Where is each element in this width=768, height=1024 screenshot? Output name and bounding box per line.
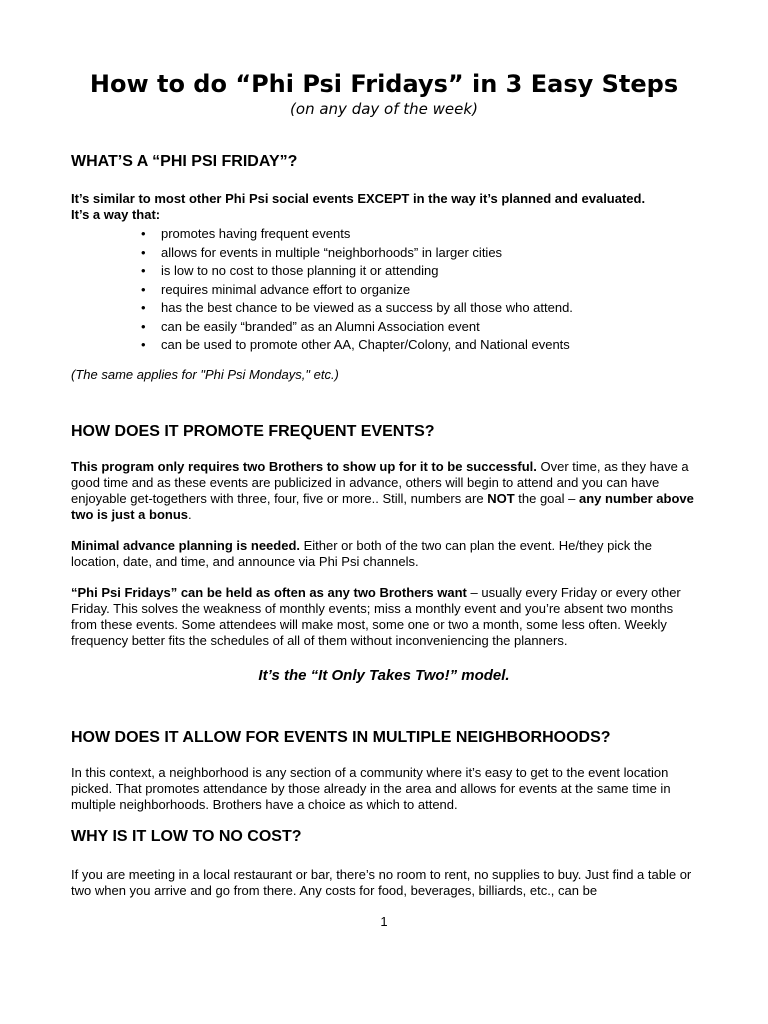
- paragraph-cost: If you are meeting in a local restaurant or bar, there’s no room to rent, no supplies to buy. Just find a table or two when you arrive and go from there. Any costs for food, beverages, billiards, etc., can be: [71, 867, 692, 898]
- bullet-dot-icon: •: [141, 281, 146, 297]
- bullet-text: promotes having frequent events: [161, 226, 351, 241]
- bullet-dot-icon: •: [141, 300, 146, 315]
- how-often-bold: “Phi Psi Fridays” can be held as often as any two Brothers want: [71, 585, 467, 600]
- paragraph-how-often: [71, 585, 701, 649]
- model-callout: It’s the “It Only Takes Two!” model.: [258, 667, 510, 684]
- bonus-bold: any number above two is just a bonus: [71, 491, 694, 522]
- bullet-dot-icon: •: [141, 263, 146, 278]
- mondays-note: (The same applies for "Phi Psi Mondays," etc.): [71, 367, 339, 382]
- bullet-item: [71, 281, 573, 300]
- section-heading-frequent: HOW DOES IT PROMOTE FREQUENT EVENTS?: [71, 423, 435, 440]
- two-brothers-bold: This program only requires two Brothers to show up for it to be successful.: [71, 459, 537, 474]
- paragraph-minimal-planning: [71, 538, 701, 570]
- bullet-text: allows for events in multiple “neighborhoods” in larger cities: [161, 244, 503, 260]
- bullet-item: [71, 225, 573, 244]
- bullet-text: can be easily “branded” as an Alumni Association event: [161, 318, 480, 334]
- bullet-item: [71, 299, 573, 318]
- intro-line-2: It’s a way that:: [71, 207, 161, 222]
- paragraph-neighborhoods: In this context, a neighborhood is any section of a community where it’s easy to get to the event location picked. That promotes attendance by those already in the area and allows for events at the same time in multiple neighborhoods. Brothers have a choice as which to attend.: [71, 765, 671, 812]
- bullet-item: [71, 336, 573, 355]
- page-number: 1: [380, 914, 388, 929]
- minimal-planning-text: Either or both of the two can plan the event. He/they pick the location, date, and time, and announce via Phi Psi channels.: [71, 538, 652, 569]
- bullet-dot-icon: •: [141, 337, 146, 352]
- bullet-text: requires minimal advance effort to organize: [161, 281, 411, 297]
- bullet-item: [71, 318, 573, 337]
- feature-bullet-list: [71, 225, 573, 355]
- section-what-intro: [71, 191, 701, 223]
- section-heading-what: WHAT’S A “PHI PSI FRIDAY”?: [71, 153, 298, 170]
- bullet-text: is low to no cost to those planning it or attending: [161, 263, 439, 278]
- section-heading-cost: WHY IS IT LOW TO NO COST?: [71, 828, 302, 845]
- bullet-dot-icon: •: [141, 226, 146, 241]
- section-heading-neighborhoods: HOW DOES IT ALLOW FOR EVENTS IN MULTIPLE NEIGHBORHOODS?: [71, 729, 611, 746]
- bullet-text: has the best chance to be viewed as a success by all those who attend.: [161, 300, 573, 315]
- how-often-text: – usually every Friday or every other Friday. This solves the weakness of monthly events; miss a monthly event and you’re absent two months from these events. Some attendees will make most, some one or two a month, some less often. Weekly frequency better fits the schedules of all of them without inconveniencing the planners.: [71, 585, 681, 648]
- page-title: How to do “Phi Psi Fridays” in 3 Easy Steps: [89, 70, 679, 98]
- intro-line-1: It’s similar to most other Phi Psi social events EXCEPT in the way it’s planned and evaluated.: [71, 191, 646, 206]
- bullet-dot-icon: •: [141, 318, 146, 334]
- two-brothers-end: .: [188, 507, 192, 522]
- minimal-planning-bold: Minimal advance planning is needed.: [71, 538, 300, 553]
- bullet-item: [71, 262, 573, 281]
- paragraph-two-brothers: [71, 459, 701, 523]
- two-brothers-text: Over time, as they have a good time and as these events are publicized in advance, others will begin to attend and you can have enjoyable get-togethers with three, four, five or more.. Still, numbers are: [71, 459, 689, 506]
- not-emphasis: NOT: [487, 491, 515, 506]
- bullet-dot-icon: •: [141, 244, 146, 260]
- bullet-item: [71, 244, 573, 263]
- page-subtitle: (on any day of the week): [290, 100, 478, 118]
- bullet-text: can be used to promote other AA, Chapter/Colony, and National events: [161, 337, 570, 352]
- two-brothers-text-2: the goal –: [514, 491, 579, 506]
